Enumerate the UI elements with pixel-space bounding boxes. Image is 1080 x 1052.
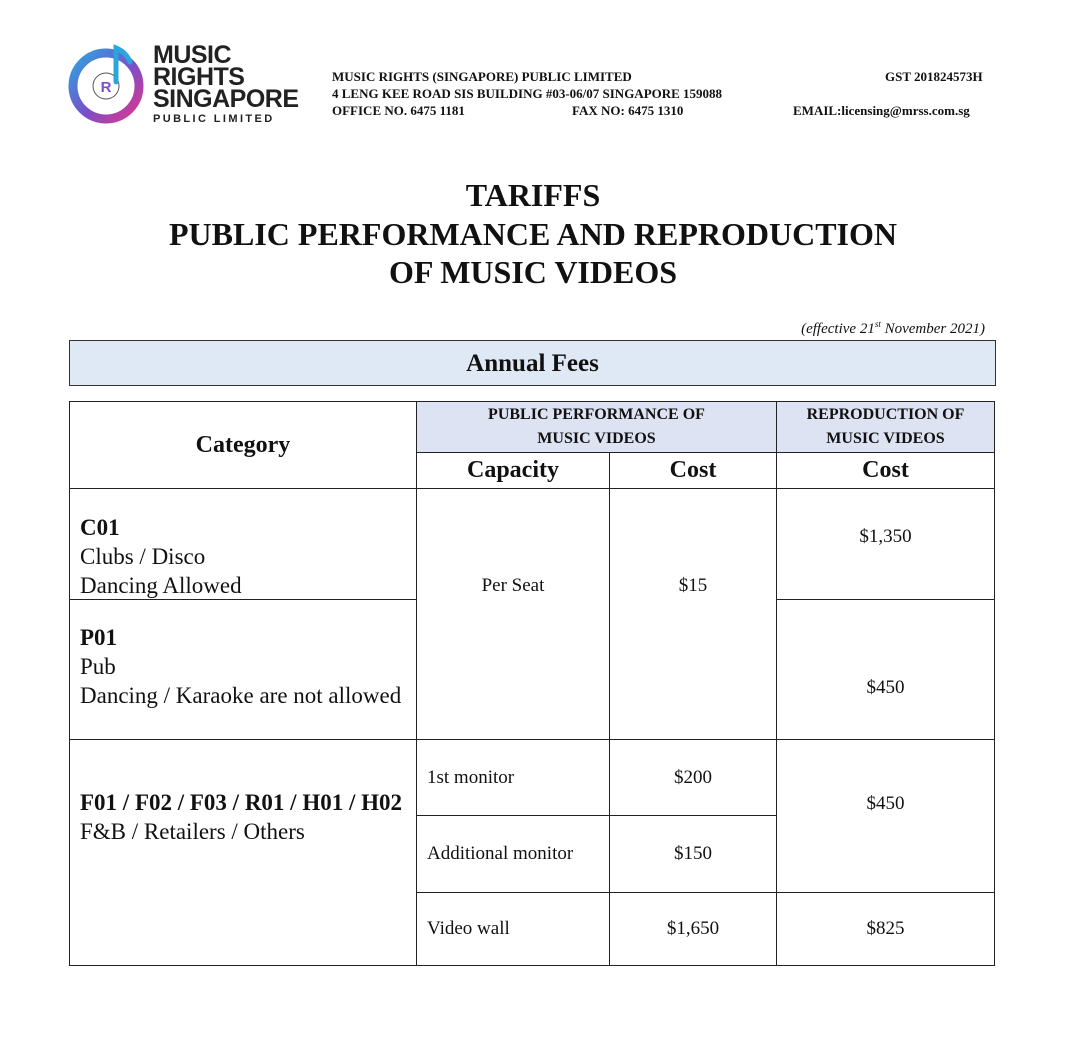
category-fb-retail: F01 / F02 / F03 / R01 / H01 / H02 F&B / Retailers / Others: [69, 739, 417, 966]
subheader-capacity: Capacity: [416, 452, 610, 489]
title-line-3: OF MUSIC VIDEOS: [388, 254, 678, 290]
reproduction-video-wall: $825: [776, 892, 995, 966]
category-c01: C01 Clubs / Disco Dancing Allowed: [69, 488, 417, 600]
subheader-cost: Cost: [609, 452, 777, 489]
gst-number: GST 201824573H: [885, 69, 983, 84]
fax-number: FAX NO: 6475 1310: [572, 103, 684, 118]
logo-ring-icon: [68, 42, 152, 126]
header-category: Category: [69, 401, 417, 489]
annual-fees-header: Annual Fees: [69, 340, 996, 386]
cost-video-wall: $1,650: [609, 892, 777, 966]
capacity-first-monitor: 1st monitor: [416, 739, 610, 816]
header-reproduction: REPRODUCTION OF MUSIC VIDEOS: [776, 401, 995, 453]
mrs-logo: [68, 41, 299, 126]
title-line-1: TARIFFS: [465, 177, 601, 213]
reproduction-p01: $450: [776, 599, 995, 740]
reproduction-monitors: $450: [776, 739, 995, 893]
title-line-2: PUBLIC PERFORMANCE AND REPRODUCTION: [168, 216, 897, 252]
cost-per-seat: $15: [609, 488, 777, 740]
office-number: OFFICE NO. 6475 1181: [332, 103, 465, 118]
svg-text:R: R: [100, 79, 112, 96]
reproduction-c01: $1,350: [776, 488, 995, 600]
email-address: EMAIL:licensing@mrss.com.sg: [793, 103, 970, 118]
subheader-reproduction-cost: Cost: [776, 452, 995, 489]
logo-wordmark: MUSIC RIGHTS SINGAPORE PUBLIC LIMITED: [153, 41, 299, 125]
company-name: MUSIC RIGHTS (SINGAPORE) PUBLIC LIMITED: [332, 69, 632, 84]
capacity-per-seat: Per Seat: [416, 488, 610, 740]
header-public-performance: PUBLIC PERFORMANCE OF MUSIC VIDEOS: [416, 401, 777, 453]
effective-date: (effective 21st November 2021): [801, 319, 985, 337]
capacity-video-wall: Video wall: [416, 892, 610, 966]
category-p01: P01 Pub Dancing / Karaoke are not allowed: [69, 599, 417, 740]
cost-first-monitor: $200: [609, 739, 777, 816]
cost-additional-monitor: $150: [609, 815, 777, 893]
company-address: 4 LENG KEE ROAD SIS BUILDING #03-06/07 SINGAPORE 159088: [332, 86, 723, 101]
capacity-additional-monitor: Additional monitor: [416, 815, 610, 893]
